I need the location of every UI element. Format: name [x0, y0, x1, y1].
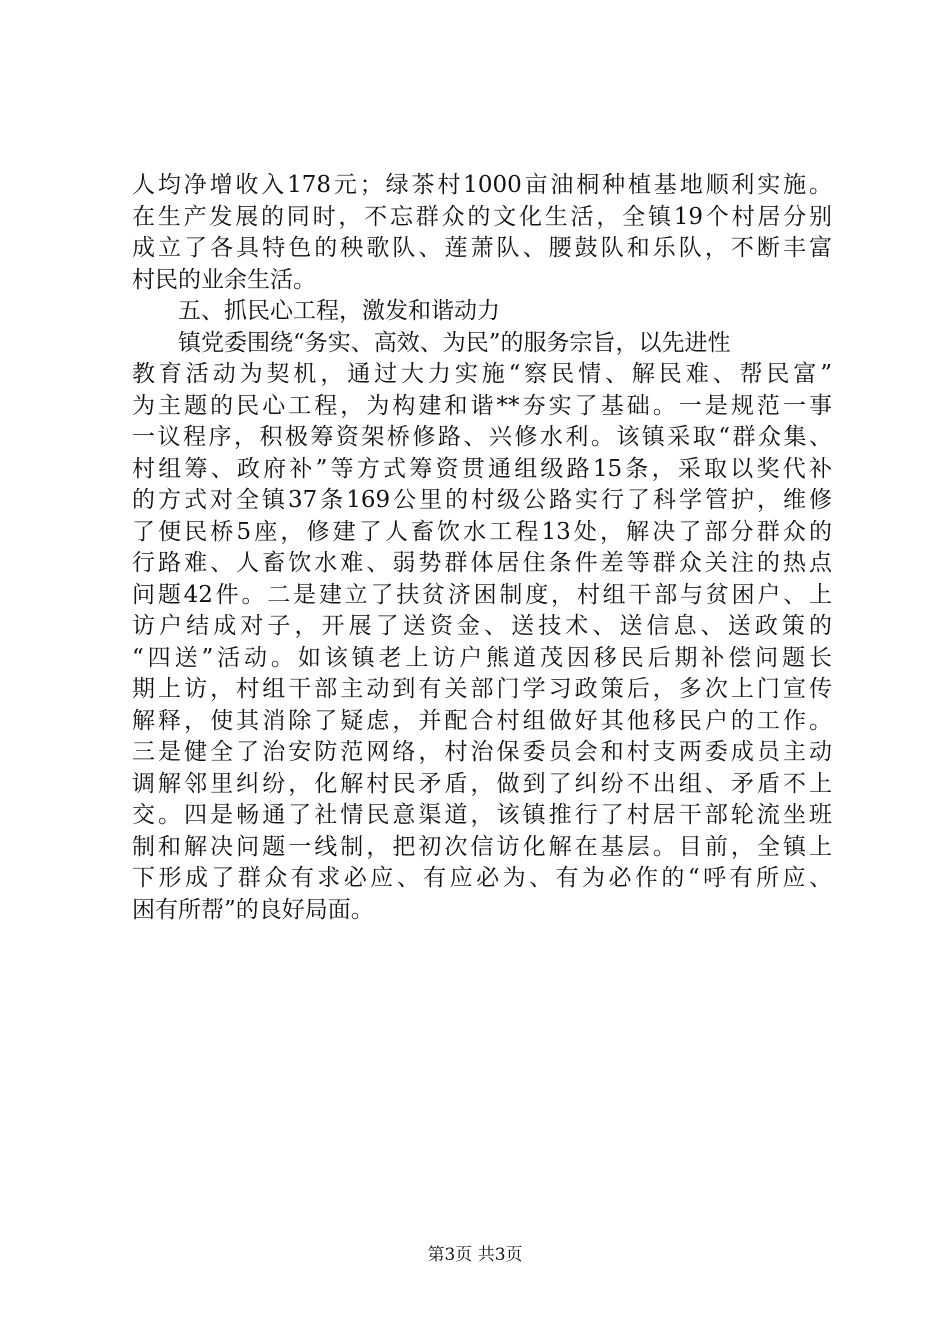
text-line: 期上访，村组干部主动到有关部门学习政策后，多次上门宣传	[132, 676, 832, 702]
text-line: 解释，使其消除了疑虑，并配合村组做好其他移民户的工作。	[132, 707, 832, 734]
text-line: 问题42件。二是建立了扶贫济困制度，村组干部与贫困户、上	[132, 581, 832, 608]
text-line: 制和解决问题一线制，把初次信访化解在基层。目前，全镇上	[132, 833, 832, 860]
text-line: 教育活动为契机，通过大力实施“察民情、解民难、帮民富”	[132, 361, 832, 387]
text-line: 村组筹、政府补”等方式筹资贯通组级路15条，采取以奖代补	[132, 455, 832, 482]
text-line: 下形成了群众有求必应、有应必为、有为必作的“呼有所应、	[132, 865, 832, 891]
text-line: 的方式对全镇37条169公里的村级公路实行了科学管护，维修	[132, 487, 832, 513]
text-line: 调解邻里纠纷，化解村民矛盾，做到了纠纷不出组、矛盾不上	[132, 770, 832, 797]
paragraph-first-line: 镇党委围绕“务实、高效、为民”的服务宗旨，以先进性	[178, 329, 731, 356]
document-body	[132, 170, 832, 926]
text-line: 困有所帮”的良好局面。	[132, 896, 374, 923]
section-heading: 五、抓民心工程，激发和谐动力	[178, 298, 500, 324]
text-line: 成立了各具特色的秧歌队、莲萧队、腰鼓队和乐队，不断丰富	[132, 235, 832, 261]
text-line: 行路难、人畜饮水难、弱势群体居住条件差等群众关注的热点	[132, 550, 832, 576]
text-line: 访户结成对子，开展了送资金、送技术、送信息、送政策的	[132, 613, 832, 639]
text-line: 三是健全了治安防范网络，村治保委员会和村支两委成员主动	[132, 739, 832, 765]
text-line: “四送”活动。如该镇老上访户熊道茂因移民后期补偿问题长	[132, 644, 832, 671]
page-number-label: 第3页 共3页	[427, 1245, 523, 1265]
page-footer	[0, 1243, 950, 1267]
text-line: 交。四是畅通了社情民意渠道，该镇推行了村居干部轮流坐班	[132, 802, 832, 828]
text-line: 了便民桥5座，修建了人畜饮水工程13处，解决了部分群众的	[132, 518, 832, 545]
text-line: 为主题的民心工程，为构建和谐**夯实了基础。一是规范一事	[132, 392, 832, 419]
text-line: 在生产发展的同时，不忘群众的文化生活，全镇19个村居分别	[132, 203, 832, 230]
text-line: 一议程序，积极筹资架桥修路、兴修水利。该镇采取“群众集、	[132, 424, 832, 450]
text-line: 村民的业余生活。	[132, 266, 316, 293]
text-line: 人均净增收入178元；绿茶村1000亩油桐种植基地顺利实施。	[132, 172, 832, 198]
